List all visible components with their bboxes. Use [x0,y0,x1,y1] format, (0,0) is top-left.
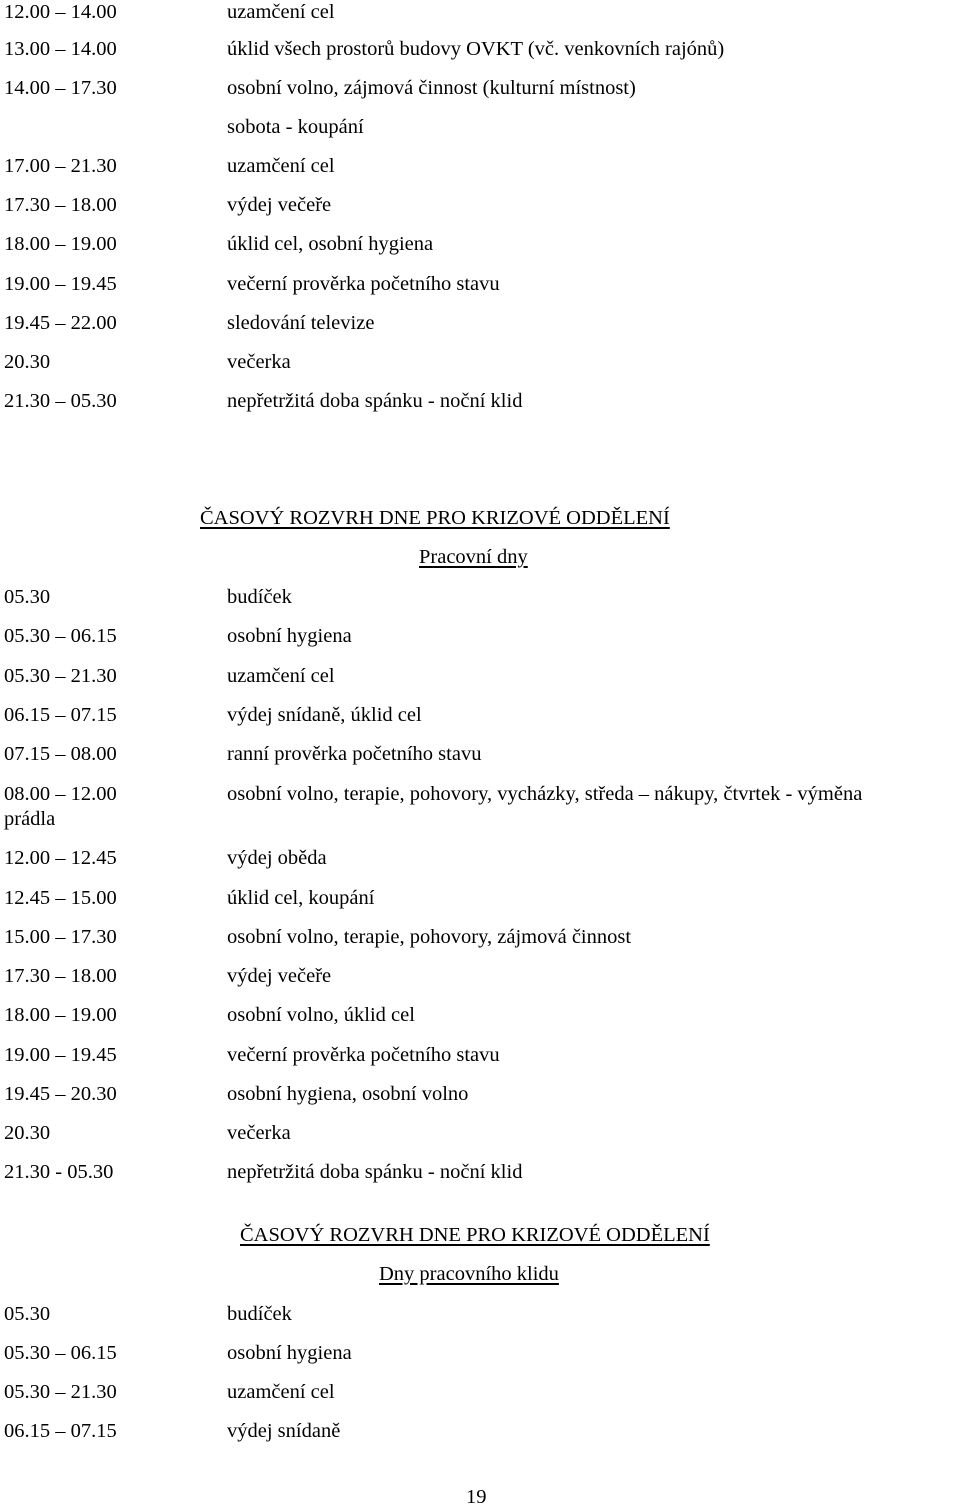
activity-cell: osobní volno, terapie, pohovory, zájmová činnost [227,926,632,948]
time-cell: 13.00 – 14.00 [4,38,117,60]
activity-cell: výdej snídaně, úklid cel [227,704,422,726]
time-cell: 17.00 – 21.30 [4,155,117,177]
time-cell: 21.30 - 05.30 [4,1161,114,1183]
time-cell: 05.30 – 21.30 [4,665,117,687]
time-cell: 12.00 – 12.45 [4,847,117,869]
activity-cell: sledování televize [227,312,375,334]
time-cell: 08.00 – 12.00 [4,783,117,805]
time-cell: 06.15 – 07.15 [4,704,117,726]
time-cell: 19.45 – 22.00 [4,312,117,334]
activity-cell: osobní volno, zájmová činnost (kulturní místnost) [227,77,636,99]
activity-cell: nepřetržitá doba spánku - noční klid [227,390,523,412]
activity-cell: osobní volno, terapie, pohovory, vycházky, středa – nákupy, čtvrtek - výměna [227,783,863,805]
time-cell: 17.30 – 18.00 [4,194,117,216]
activity-cell: uzamčení cel [227,665,335,687]
time-cell: 19.00 – 19.45 [4,1044,117,1066]
activity-cell: osobní hygiena [227,1342,352,1364]
time-cell: 18.00 – 19.00 [4,233,117,255]
activity-cell: budíček [227,1303,292,1325]
activity-cell: nepřetržitá doba spánku - noční klid [227,1161,523,1183]
page-number: 19 [466,1486,487,1508]
activity-cell: výdej oběda [227,847,327,869]
section-subtitle: Dny pracovního klidu [379,1263,559,1285]
activity-cell: úklid všech prostorů budovy OVKT (vč. venkovních rajónů) [227,38,725,60]
time-cell: 05.30 – 06.15 [4,625,117,647]
activity-cell: úklid cel, osobní hygiena [227,233,434,255]
activity-cell: uzamčení cel [227,1381,335,1403]
activity-cell: výdej večeře [227,194,332,216]
time-cell: 20.30 [4,1122,51,1144]
activity-cell: uzamčení cel [227,155,335,177]
activity-cell: výdej večeře [227,965,332,987]
time-cell: 05.30 – 06.15 [4,1342,117,1364]
activity-cell: večerka [227,351,291,373]
time-cell: 12.00 – 14.00 [4,1,117,23]
activity-cell: osobní hygiena [227,625,352,647]
activity-cell: večerka [227,1122,291,1144]
time-cell: 05.30 – 21.30 [4,1381,117,1403]
time-cell: 20.30 [4,351,51,373]
time-cell: 19.00 – 19.45 [4,273,117,295]
time-cell: 19.45 – 20.30 [4,1083,117,1105]
activity-cell: ranní prověrka početního stavu [227,743,482,765]
time-cell: 05.30 [4,586,51,608]
time-cell: 12.45 – 15.00 [4,887,117,909]
activity-cell: výdej snídaně [227,1420,341,1442]
section-title: ČASOVÝ ROZVRH DNE PRO KRIZOVÉ ODDĚLENÍ [200,507,670,529]
activity-cell: večerní prověrka početního stavu [227,1044,500,1066]
time-cell: 18.00 – 19.00 [4,1004,117,1026]
activity-cell: osobní volno, úklid cel [227,1004,415,1026]
time-cell: 07.15 – 08.00 [4,743,117,765]
section-title: ČASOVÝ ROZVRH DNE PRO KRIZOVÉ ODDĚLENÍ [240,1224,710,1246]
continuation-text: prádla [4,808,56,830]
activity-cell: sobota - koupání [227,116,364,138]
time-cell: 17.30 – 18.00 [4,965,117,987]
section-subtitle: Pracovní dny [419,546,528,568]
activity-cell: úklid cel, koupání [227,887,375,909]
activity-cell: večerní prověrka početního stavu [227,273,500,295]
time-cell: 05.30 [4,1303,51,1325]
time-cell: 15.00 – 17.30 [4,926,117,948]
time-cell: 06.15 – 07.15 [4,1420,117,1442]
activity-cell: osobní hygiena, osobní volno [227,1083,469,1105]
activity-cell: uzamčení cel [227,1,335,23]
time-cell: 21.30 – 05.30 [4,390,117,412]
time-cell: 14.00 – 17.30 [4,77,117,99]
activity-cell: budíček [227,586,292,608]
